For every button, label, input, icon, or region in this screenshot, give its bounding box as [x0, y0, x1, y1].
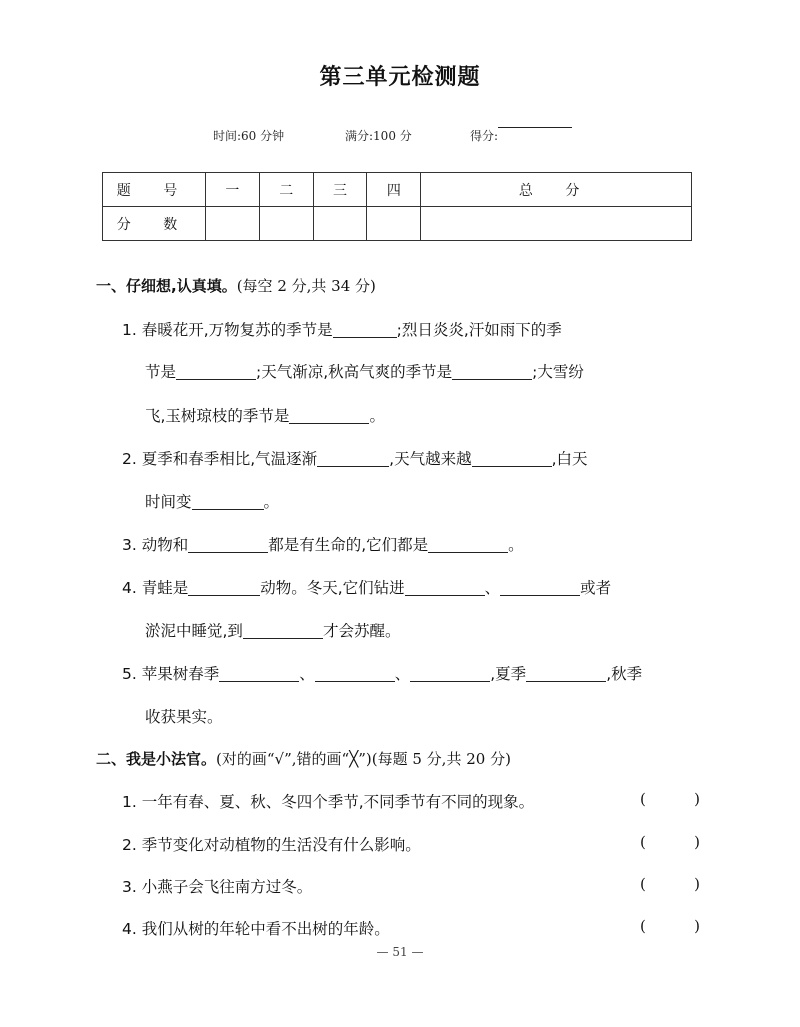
- blank-5-4[interactable]: [526, 665, 606, 682]
- answer-paren-3[interactable]: ( ): [640, 875, 700, 893]
- score-table-col-4: 四: [367, 173, 421, 207]
- blank-2-2[interactable]: [472, 450, 552, 467]
- blank-5-1[interactable]: [219, 665, 299, 682]
- blank-2-1[interactable]: [317, 450, 389, 467]
- score-cell-3[interactable]: [313, 207, 367, 241]
- blank-4-2[interactable]: [405, 579, 485, 596]
- blank-1-1[interactable]: [333, 321, 397, 338]
- section-2-heading: [96, 748, 511, 769]
- score-table-col-3: 三: [313, 173, 367, 207]
- blank-3-2[interactable]: [428, 536, 508, 553]
- score-cell-1[interactable]: [206, 207, 260, 241]
- score-table: [102, 172, 692, 241]
- question-3: 3. 动物和 都是有生命的,它们都是 。: [122, 536, 524, 554]
- blank-4-4[interactable]: [243, 622, 323, 639]
- blank-1-2[interactable]: [176, 363, 256, 380]
- score-cell-2[interactable]: [259, 207, 313, 241]
- blank-5-2[interactable]: [315, 665, 395, 682]
- time-limit: 时间:60 分钟: [213, 129, 285, 143]
- question-2-line-1: 2. 夏季和春季相比,气温逐渐 ,天气越来越 ,白天: [122, 450, 588, 468]
- score-table-header-row: [103, 173, 692, 207]
- score-cell-total[interactable]: [421, 207, 692, 241]
- blank-1-4[interactable]: [289, 407, 369, 424]
- question-5-line-2: 收获果实。: [145, 708, 223, 726]
- question-1-line-3: 飞,玉树琼枝的季节是 。: [145, 407, 385, 425]
- section-1-heading: [96, 275, 376, 296]
- judge-item-1: 1. 一年有春、夏、秋、冬四个季节,不同季节有不同的现象。: [122, 793, 535, 811]
- question-5-line-1: 5. 苹果树春季 、 、 ,夏季 ,秋季: [122, 665, 643, 683]
- score-table-col-1: 一: [206, 173, 260, 207]
- blank-5-3[interactable]: [410, 665, 490, 682]
- score-table-col-2: 二: [259, 173, 313, 207]
- full-score: 满分:100 分: [345, 129, 412, 143]
- score-table-header-label: 题 号: [103, 173, 206, 207]
- blank-3-1[interactable]: [188, 536, 268, 553]
- judge-item-4: 4. 我们从树的年轮中看不出树的年龄。: [122, 920, 390, 938]
- question-2-line-2: 时间变 。: [145, 493, 280, 511]
- score-blank[interactable]: [498, 127, 572, 128]
- question-4-line-2: 淤泥中睡觉,到 才会苏醒。: [145, 622, 401, 640]
- page-number: — 51 —: [376, 945, 424, 959]
- question-1-line-2: 节是 ;天气渐凉,秋高气爽的季节是 ;大雪纷: [145, 363, 584, 381]
- answer-paren-4[interactable]: ( ): [640, 917, 700, 935]
- judge-item-3: 3. 小燕子会飞往南方过冬。: [122, 878, 313, 896]
- score-table-col-total: 总 分: [421, 173, 692, 207]
- score-cell-4[interactable]: [367, 207, 421, 241]
- question-4-line-1: 4. 青蛙是 动物。冬天,它们钻进 、 或者: [122, 579, 612, 597]
- blank-4-3[interactable]: [500, 579, 580, 596]
- page-title: 第三单元检测题: [319, 65, 481, 90]
- section-2-title: 二、我是小法官。: [96, 750, 217, 768]
- section-2-note: (对的画“√”,错的画“╳”)(每题 5 分,共 20 分): [216, 750, 511, 768]
- question-1-line-1: 1. 春暖花开,万物复苏的季节是 ;烈日炎炎,汗如雨下的季: [122, 321, 562, 339]
- score-table-row-label: 分 数: [103, 207, 206, 241]
- section-1-note: (每空 2 分,共 34 分): [236, 277, 376, 295]
- section-1-title: 一、仔细想,认真填。: [96, 277, 237, 295]
- blank-4-1[interactable]: [188, 579, 260, 596]
- blank-2-3[interactable]: [192, 493, 264, 510]
- judge-item-2: 2. 季节变化对动植物的生活没有什么影响。: [122, 836, 421, 854]
- score-table-score-row: [103, 207, 692, 241]
- answer-paren-2[interactable]: ( ): [640, 833, 700, 851]
- blank-1-3[interactable]: [452, 363, 532, 380]
- answer-paren-1[interactable]: ( ): [640, 790, 700, 808]
- score-label: 得分:: [470, 127, 498, 144]
